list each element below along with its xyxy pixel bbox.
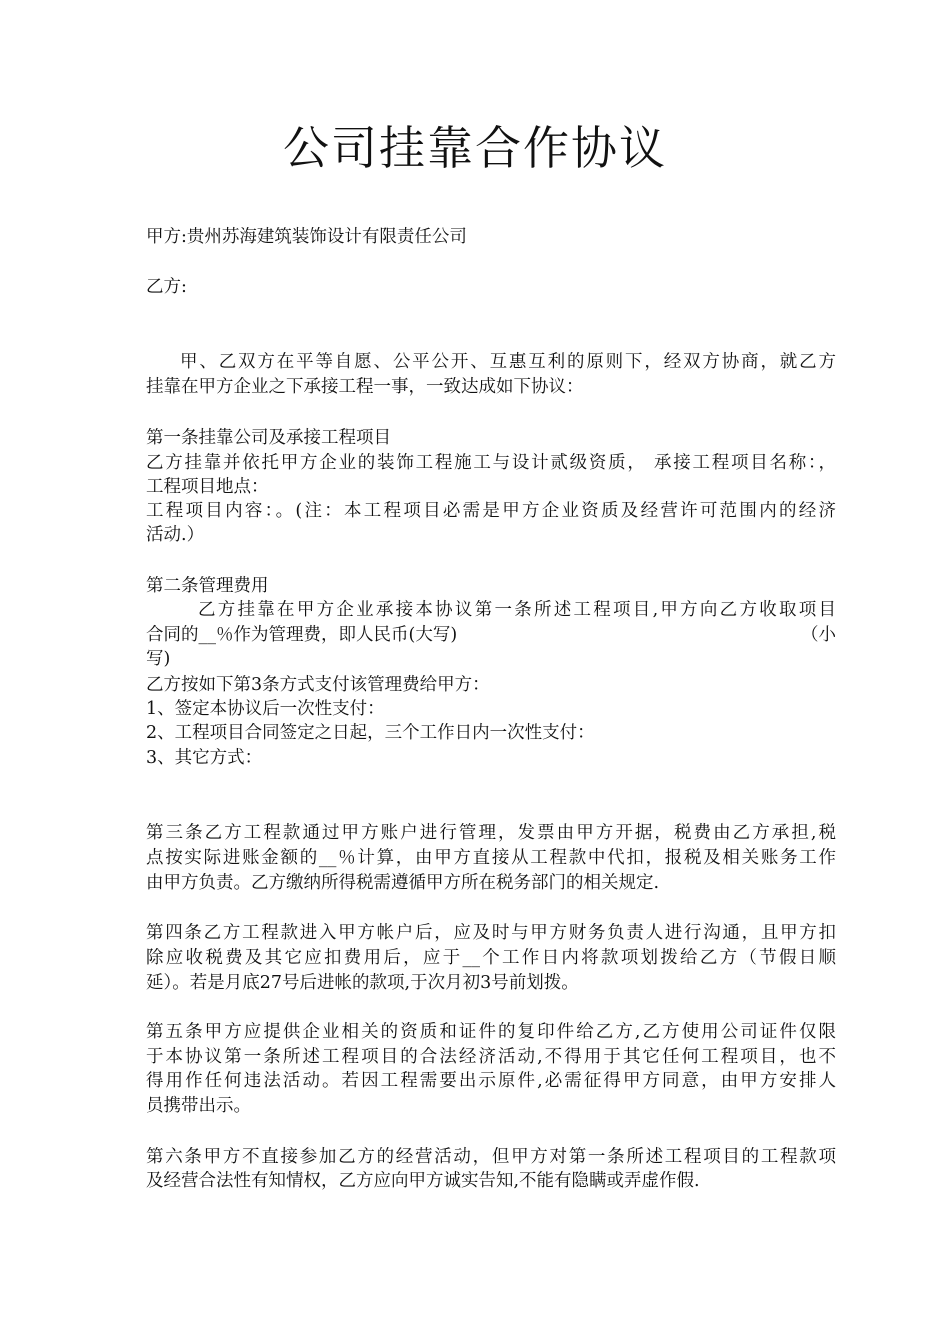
article-1-heading: 第一条挂靠公司及承接工程项目 <box>146 428 391 448</box>
article-2-line-2-left: 合同的__％作为管理费，即人民币(大写) <box>146 625 458 645</box>
payment-intro: 乙方按如下第3条方式支付该管理费给甲方： <box>146 675 490 695</box>
article-6-line-2: 及经营合法性有知情权，乙方应向甲方诚实告知,不能有隐瞒或弄虚作假. <box>146 1171 700 1191</box>
payment-option-2: 2、工程项目合同签定之日起，三个工作日内一次性支付： <box>146 723 595 743</box>
preamble-line-1: 甲、乙双方在平等自愿、公平公开、互惠互利的原则下，经双方协商，就乙方 <box>180 352 836 372</box>
article-1-line-4: 活动.） <box>146 525 205 545</box>
article-5-line-4: 员携带出示。 <box>146 1096 251 1116</box>
article-2-heading: 第二条管理费用 <box>146 576 269 596</box>
party-b: 乙方: <box>146 277 187 297</box>
article-2-line-1: 乙方挂靠在甲方企业承接本协议第一条所述工程项目,甲方向乙方收取项目 <box>198 600 836 620</box>
party-a: 甲方:贵州苏海建筑装饰设计有限责任公司 <box>146 227 467 247</box>
article-1-line-3: 工程项目内容：。(注：本工程项目必需是甲方企业资质及经营许可范围内的经济 <box>146 501 836 521</box>
article-2-line-2 <box>146 623 836 647</box>
payment-option-3: 3、其它方式： <box>146 748 263 768</box>
payment-option-1: 1、签定本协议后一次性支付： <box>146 699 385 719</box>
article-1-line-2: 工程项目地点： <box>146 477 269 497</box>
article-4-line-1: 第四条乙方工程款进入甲方帐户后，应及时与甲方财务负责人进行沟通，且甲方扣 <box>146 923 836 943</box>
article-3-line-1: 第三条乙方工程款通过甲方账户进行管理，发票由甲方开据，税费由乙方承担,税 <box>146 823 836 843</box>
article-5-line-2: 于本协议第一条所述工程项目的合法经济活动,不得用于其它任何工程项目，也不 <box>146 1047 836 1067</box>
article-5-line-3: 得用作任何违法活动。若因工程需要出示原件,必需征得甲方同意，由甲方安排人 <box>146 1071 836 1091</box>
article-3-line-3: 由甲方负责。乙方缴纳所得税需遵循甲方所在税务部门的相关规定. <box>146 873 660 893</box>
article-6-line-1: 第六条甲方不直接参加乙方的经营活动，但甲方对第一条所述工程项目的工程款项 <box>146 1147 836 1167</box>
article-5-line-1: 第五条甲方应提供企业相关的资质和证件的复印件给乙方,乙方使用公司证件仅限 <box>146 1022 836 1042</box>
article-2-line-2-right: （小 <box>801 625 836 645</box>
preamble-line-2: 挂靠在甲方企业之下承接工程一事，一致达成如下协议： <box>146 377 584 397</box>
document-title: 公司挂靠合作协议 <box>283 121 667 175</box>
article-1-line-1: 乙方挂靠并依托甲方企业的装饰工程施工与设计贰级资质， 承接工程项目名称：， <box>146 453 836 473</box>
article-3-line-2: 点按实际进账金额的__％计算，由甲方直接从工程款中代扣，报税及相关账务工作 <box>146 848 836 868</box>
article-4-line-2: 除应收税费及其它应扣费用后，应于__个工作日内将款项划拨给乙方（节假日顺 <box>146 948 836 968</box>
article-4-line-3: 延）。若是月底27号后进帐的款项,于次月初3号前划拨。 <box>146 973 579 993</box>
article-2-line-3: 写) <box>146 649 171 669</box>
